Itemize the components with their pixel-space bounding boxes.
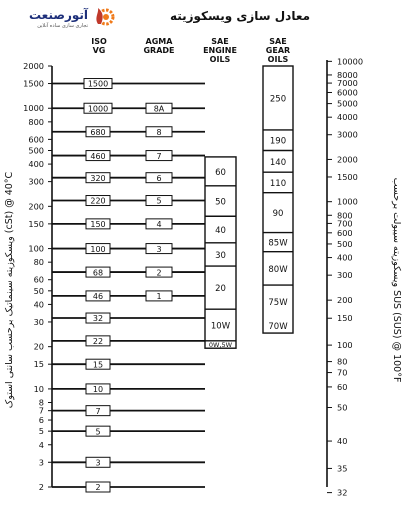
right-tick-label: 2000 (337, 154, 358, 165)
left-axis (23, 61, 52, 492)
iso-vg-label: 22 (92, 337, 104, 347)
left-tick-label: 1500 (23, 78, 44, 89)
right-tick-label: 500 (337, 238, 353, 249)
iso-vg-label: 3 (95, 458, 101, 468)
iso-vg-label: 10 (92, 385, 104, 395)
sae-engine-oils-column (205, 157, 236, 349)
left-tick-label: 200 (28, 201, 44, 212)
column-header-1-line-1: ISO (91, 37, 107, 46)
left-tick-label: 50 (33, 285, 44, 296)
iso-vg-label: 2 (95, 483, 101, 493)
sae-gear-grade: 190 (269, 136, 287, 147)
right-tick-label: 50 (337, 402, 348, 413)
iso-vg-label: 32 (92, 314, 104, 324)
left-tick-label: 400 (28, 159, 44, 170)
left-tick-label: 6 (38, 415, 44, 426)
left-tick-label: 2 (38, 482, 44, 492)
sae-engine-grade: 40 (215, 226, 226, 237)
iso-vg-label: 5 (95, 427, 101, 437)
left-tick-label: 600 (28, 134, 44, 145)
sae-engine-grade: 30 (215, 250, 226, 261)
iso-vg-label: 680 (90, 127, 106, 137)
logo (29, 7, 113, 29)
left-tick-label: 8 (38, 397, 44, 408)
iso-vg-label: 46 (92, 292, 104, 302)
column-headers (91, 37, 290, 64)
sae-gear-grade: 75W (268, 298, 288, 309)
agma-grade-label: 3 (156, 244, 162, 254)
left-tick-label: 15 (33, 359, 44, 370)
column-header-1-line-2: VG (92, 46, 106, 55)
right-tick-label: 40 (337, 436, 348, 447)
column-header-2-line-1: AGMA (145, 37, 173, 46)
iso-vg-label: 68 (92, 268, 104, 278)
sae-gear-grade: 70W (268, 322, 288, 333)
left-axis-label: ویسکوزیته سینماتیک برحسب سانتی استوک (cSt) @ 40°C (4, 171, 15, 409)
column-header-3-line-2: ENGINE (203, 46, 237, 55)
left-tick-label: 2000 (23, 61, 44, 71)
agma-grade-label: 8 (156, 127, 162, 137)
left-tick-label: 30 (33, 316, 44, 327)
right-tick-label: 4000 (337, 112, 358, 123)
sae-gear-grade: 110 (269, 178, 287, 189)
right-tick-label: 10000 (337, 56, 364, 67)
left-tick-label: 40 (33, 299, 44, 310)
iso-vg-label: 100 (90, 244, 106, 254)
sae-gear-grade: 250 (269, 94, 287, 105)
right-axis-label: ویسکوزیته سیبولت برحسب SUS (SUS) @ 100°F (391, 177, 402, 383)
agma-grade-column (146, 103, 172, 301)
iso-vg-label: 1000 (87, 104, 109, 114)
right-tick-label: 32 (337, 487, 348, 498)
column-header-2-line-2: GRADE (143, 46, 175, 55)
sae-engine-grade: 10W (210, 321, 231, 332)
iso-vg-label: 7 (95, 406, 101, 416)
iso-vg-column (52, 79, 205, 493)
sae-gear-grade: 140 (269, 157, 287, 168)
right-tick-label: 35 (337, 463, 348, 474)
right-tick-label: 800 (337, 210, 353, 221)
logo-tagline: تجاری سازی ساده آنلاین (37, 23, 88, 29)
agma-grade-label: 8A (153, 104, 165, 114)
column-header-3-line-1: SAE (211, 37, 229, 46)
iso-vg-label: 15 (92, 360, 104, 370)
right-tick-label: 300 (337, 270, 353, 281)
sae-engine-grade: 50 (215, 197, 226, 208)
agma-grade-label: 2 (156, 268, 162, 278)
left-tick-label: 7 (38, 405, 44, 416)
right-tick-label: 1000 (337, 196, 358, 207)
iso-vg-label: 460 (90, 151, 106, 161)
right-axis (327, 56, 363, 497)
right-tick-label: 200 (337, 295, 353, 306)
agma-grade-label: 7 (156, 151, 162, 161)
left-tick-label: 60 (33, 274, 44, 285)
left-tick-label: 300 (28, 176, 44, 187)
right-tick-label: 6000 (337, 87, 358, 98)
column-header-4-line-2: GEAR (265, 46, 291, 55)
logo-name: آتورصنعت (28, 8, 88, 22)
sae-gear-frame (263, 66, 293, 333)
right-tick-label: 1500 (337, 171, 358, 182)
sae-gear-grade: 80W (268, 264, 288, 275)
left-tick-label: 4 (38, 439, 44, 450)
column-header-4-line-1: SAE (269, 37, 287, 46)
sae-engine-grade: 20 (215, 284, 226, 295)
right-tick-label: 400 (337, 252, 353, 263)
left-tick-label: 500 (28, 145, 44, 156)
left-tick-label: 800 (28, 116, 44, 127)
left-tick-label: 100 (28, 243, 44, 254)
right-tick-label: 5000 (337, 98, 358, 109)
agma-grade-label: 5 (156, 196, 162, 206)
iso-vg-label: 1500 (87, 79, 109, 89)
left-tick-label: 10 (33, 383, 44, 394)
left-tick-label: 80 (33, 257, 44, 268)
right-tick-label: 70 (337, 367, 348, 378)
right-tick-label: 700 (337, 218, 353, 229)
column-header-3-line-3: OILS (209, 55, 231, 64)
right-tick-label: 600 (337, 227, 353, 238)
sae-gear-grade: 85W (268, 238, 288, 249)
right-tick-label: 7000 (337, 78, 358, 89)
sae-engine-grade: 60 (215, 167, 226, 178)
column-header-4-line-3: OILS (267, 55, 289, 64)
right-tick-label: 60 (337, 381, 348, 392)
left-tick-label: 20 (33, 341, 44, 352)
agma-grade-label: 1 (156, 292, 162, 302)
sae-gear-oils-column (263, 66, 293, 333)
chart-title: معادل سازی ویسکوزیته (169, 9, 311, 23)
iso-vg-label: 320 (90, 173, 106, 183)
iso-vg-label: 150 (90, 220, 106, 230)
sae-gear-grade: 90 (272, 209, 284, 220)
left-tick-label: 5 (38, 426, 44, 437)
right-tick-label: 8000 (337, 69, 358, 80)
right-tick-label: 150 (337, 313, 353, 324)
agma-grade-label: 4 (156, 220, 162, 230)
agma-grade-label: 6 (156, 173, 162, 183)
right-tick-label: 80 (337, 356, 348, 367)
iso-vg-label: 220 (90, 196, 106, 206)
left-tick-label: 1000 (23, 103, 44, 114)
left-tick-label: 150 (28, 218, 44, 229)
right-tick-label: 3000 (337, 129, 358, 140)
sae-engine-grade: 0W,5W (208, 341, 233, 350)
left-tick-label: 3 (38, 457, 44, 468)
right-tick-label: 100 (337, 340, 353, 351)
